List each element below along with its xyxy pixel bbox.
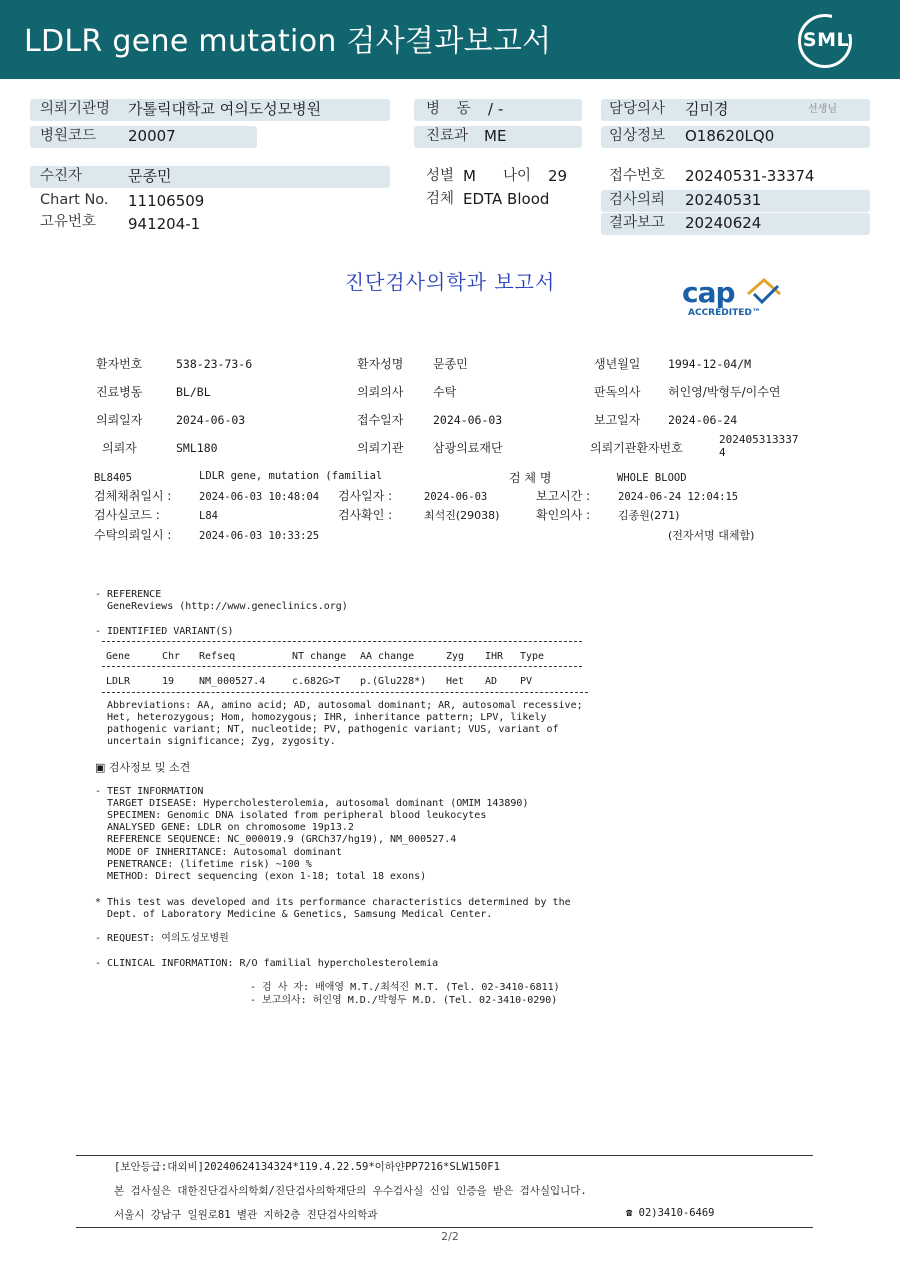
receipt-no-label: 접수번호 <box>609 168 666 184</box>
cell-gene: LDLR <box>106 676 131 687</box>
exam-date-label: 검사일자 : <box>338 489 393 503</box>
esign-note: (전자서명 대체함) <box>668 529 755 542</box>
pid-label: 환자번호 <box>96 357 143 371</box>
report-time-label: 보고시간 : <box>536 489 591 503</box>
col-chr: Chr <box>162 651 181 662</box>
clinical-label: 임상정보 <box>609 128 666 144</box>
unique-no-label: 고유번호 <box>40 214 97 230</box>
report-header-banner <box>0 0 900 79</box>
col-gene: Gene <box>106 651 131 662</box>
request-date-label: 검사의뢰 <box>609 192 666 208</box>
reference-text: GeneReviews (http://www.geneclinics.org) <box>107 601 348 612</box>
test-name: LDLR gene, mutation (familial <box>199 470 383 482</box>
reqdoc-label: 의뢰의사 <box>357 385 404 399</box>
doctor-suffix: 선생님 <box>808 104 837 115</box>
specimen-label: 검체 <box>426 191 455 207</box>
dept-value: ME <box>484 127 507 145</box>
lab-phone: ☎ 02)3410-6469 <box>626 1207 715 1219</box>
cap-checkmark-icon <box>744 274 784 308</box>
pid-value: 538-23-73-6 <box>176 357 253 371</box>
test-info-line: ANALYSED GENE: LDLR on chromosome 19p13.2 <box>95 822 354 833</box>
report-subtitle: 진단검사의학과 보고서 <box>344 270 556 294</box>
page-number: 2/2 <box>441 1230 459 1243</box>
col-nt-change: NT change <box>292 651 347 662</box>
test-code: BL8405 <box>94 472 132 484</box>
patient-label: 수진자 <box>40 168 83 184</box>
result-date-label: 결과보고 <box>609 215 666 231</box>
disclaimer-line: Dept. of Laboratory Medicine & Genetics, Samsung Medical Center. <box>95 909 493 920</box>
pname-value: 문종민 <box>433 357 468 371</box>
hospital-code-value: 20007 <box>128 127 176 145</box>
request-date-value: 20240531 <box>685 191 762 209</box>
footer-bottom-rule <box>76 1227 813 1228</box>
col-refseq: Refseq <box>199 651 236 662</box>
patient-value: 문종민 <box>128 167 172 185</box>
age-label: 나이 <box>503 168 532 184</box>
cell-zyg: Het <box>446 676 465 687</box>
cell-ihr: AD <box>485 676 498 687</box>
institution-value: 가톨릭대학교 여의도성모병원 <box>128 100 322 118</box>
doctor-label: 담당의사 <box>609 101 666 117</box>
collect-value: 2024-06-03 10:48:04 <box>199 491 320 503</box>
dept-label: 진료과 <box>426 128 469 144</box>
clinical-value: O18620LQ0 <box>685 127 775 145</box>
pward-label: 진료병동 <box>96 385 143 399</box>
col-ihr: IHR <box>485 651 504 662</box>
cap-accredited-logo: cap ACCREDITED™ <box>682 274 786 322</box>
variant-table-bottom-rule <box>102 692 588 693</box>
hospital-code-label: 병원코드 <box>40 128 97 144</box>
repdate-value: 2024-06-24 <box>668 413 738 427</box>
col-zyg: Zyg <box>446 651 465 662</box>
confirm-value: 최석진(29038) <box>424 509 500 522</box>
sex-label: 성별 <box>426 168 455 184</box>
readdoc-value: 허인영/박형두/이수연 <box>668 385 781 399</box>
reference-heading: - REFERENCE <box>95 589 162 600</box>
clinical-info-line: - CLINICAL INFORMATION: R/O familial hypercholesterolemia <box>95 958 439 969</box>
security-grade-line: [보안등급:대외비]20240624134324*119.4.22.59*이하얀PP7216*SLW150F1 <box>114 1161 500 1173</box>
ward-label: 병 동 <box>426 101 477 117</box>
abbrev-line: pathogenic variant; NT, nucleotide; PV, pathogenic variant; VUS, variant of <box>107 724 559 735</box>
abbrev-line: uncertain significance; Zyg, zygosity. <box>107 736 336 747</box>
confirm-doc-value: 김종원(271) <box>618 509 680 522</box>
readdoc-label: 판독의사 <box>594 385 641 399</box>
cell-nt-change: c.682G>T <box>292 676 341 687</box>
findings-section-heading: ▣ 검사정보 및 소견 <box>95 761 191 774</box>
test-info-line: SPECIMEN: Genomic DNA isolated from peripheral blood leukocytes <box>95 810 487 821</box>
consign-value: 2024-06-03 10:33:25 <box>199 530 320 542</box>
abbrev-line: Abbreviations: AA, amino acid; AD, autosomal dominant; AR, autosomal recessive; <box>107 700 583 711</box>
test-info-line: METHOD: Direct sequencing (exon 1-18; total 18 exons) <box>95 871 427 882</box>
dob-label: 생년월일 <box>594 357 641 371</box>
unique-no-value: 941204-1 <box>128 215 201 233</box>
reporting-doctor-line: - 보고의사: 허인영 M.D./박형두 M.D. (Tel. 02-3410-0290) <box>250 995 558 1006</box>
institution-label: 의뢰기관명 <box>40 101 111 117</box>
instpid-value-2: 4 <box>719 446 726 459</box>
ward-value: / - <box>488 100 504 118</box>
disclaimer-line: * This test was developed and its performance characteristics determined by the <box>95 897 571 908</box>
reqinst-label: 의뢰기관 <box>357 441 404 455</box>
cell-type: PV <box>520 676 533 687</box>
pname-label: 환자성명 <box>357 357 404 371</box>
pward-value: BL/BL <box>176 385 211 399</box>
reqdoc-value: 수탁 <box>433 385 457 399</box>
certification-statement: 본 검사실은 대한진단검사의학회/진단검사의학재단의 우수검사실 신임 인증을 받은 검사실입니다. <box>114 1185 587 1197</box>
specimen-value: EDTA Blood <box>463 190 550 208</box>
col-aa-change: AA change <box>360 651 415 662</box>
dob-value: 1994-12-04/M <box>668 357 752 371</box>
col-type: Type <box>520 651 545 662</box>
tester-line: - 검 사 자: 배애영 M.T./최석진 M.T. (Tel. 02-3410-6811) <box>250 982 560 993</box>
report-title-main: LDLR gene mutation 검사결과보고서 <box>24 24 552 59</box>
exam-date-value: 2024-06-03 <box>424 491 488 503</box>
variant-heading: - IDENTIFIED VARIANT(S) <box>95 626 234 637</box>
lab-address: 서울시 강남구 일원로81 별관 지하2층 진단검사의학과 <box>114 1209 378 1221</box>
doctor-value: 김미경 <box>685 100 729 118</box>
cell-chr: 19 <box>162 676 175 687</box>
chart-no-label: Chart No. <box>40 192 109 208</box>
lab-code-value: L84 <box>199 510 218 522</box>
cell-refseq: NM_000527.4 <box>199 676 266 687</box>
repdate-label: 보고일자 <box>594 413 641 427</box>
footer-top-rule <box>76 1155 813 1156</box>
abbrev-line: Het, heterozygous; Hom, homozygous; IHR, inheritance pattern; LPV, likely <box>107 712 547 723</box>
consign-label: 수탁의뢰일시 : <box>94 528 172 542</box>
recdate-label: 접수일자 <box>357 413 404 427</box>
instpid-value-1: 202405313337 <box>719 433 799 446</box>
test-info-line: PENETRANCE: (lifetime risk) ~100 % <box>95 859 312 870</box>
patient-row-bg <box>30 166 390 188</box>
sml-logo: SML <box>798 14 852 68</box>
sex-value: M <box>463 167 476 185</box>
specimen-name-label: 검 체 명 <box>509 471 552 485</box>
request-line: - REQUEST: 여의도성모병원 <box>95 933 229 944</box>
requester-label: 의뢰자 <box>102 441 137 455</box>
confirm-doc-label: 확인의사 : <box>536 508 591 522</box>
result-date-value: 20240624 <box>685 214 762 232</box>
instpid-label: 의뢰기관환자번호 <box>590 441 683 455</box>
collect-label: 검체채취일시 : <box>94 489 172 503</box>
age-value: 29 <box>548 167 568 185</box>
cell-aa-change: p.(Glu228*) <box>360 676 427 687</box>
confirm-label: 검사확인 : <box>338 508 393 522</box>
recdate-value: 2024-06-03 <box>433 413 503 427</box>
reqdate-value: 2024-06-03 <box>176 413 246 427</box>
variant-table-top-rule <box>102 641 582 642</box>
variant-table-mid-rule <box>102 666 582 667</box>
test-info-line: REFERENCE SEQUENCE: NC_000019.9 (GRCh37/hg19), NM_000527.4 <box>95 834 457 845</box>
test-info-line: TARGET DISEASE: Hypercholesterolemia, autosomal dominant (OMIM 143890) <box>95 798 529 809</box>
receipt-no-value: 20240531-33374 <box>685 167 815 185</box>
reqinst-value: 삼광의료재단 <box>433 441 503 455</box>
requester-value: SML180 <box>176 441 218 455</box>
report-time-value: 2024-06-24 12:04:15 <box>618 491 739 503</box>
lab-code-label: 검사실코드 : <box>94 508 160 522</box>
test-info-line: - TEST INFORMATION <box>95 786 204 797</box>
chart-no-value: 11106509 <box>128 192 205 210</box>
test-info-line: MODE OF INHERITANCE: Autosomal dominant <box>95 847 342 858</box>
reqdate-label: 의뢰일자 <box>96 413 143 427</box>
specimen-name-value: WHOLE BLOOD <box>617 472 687 484</box>
